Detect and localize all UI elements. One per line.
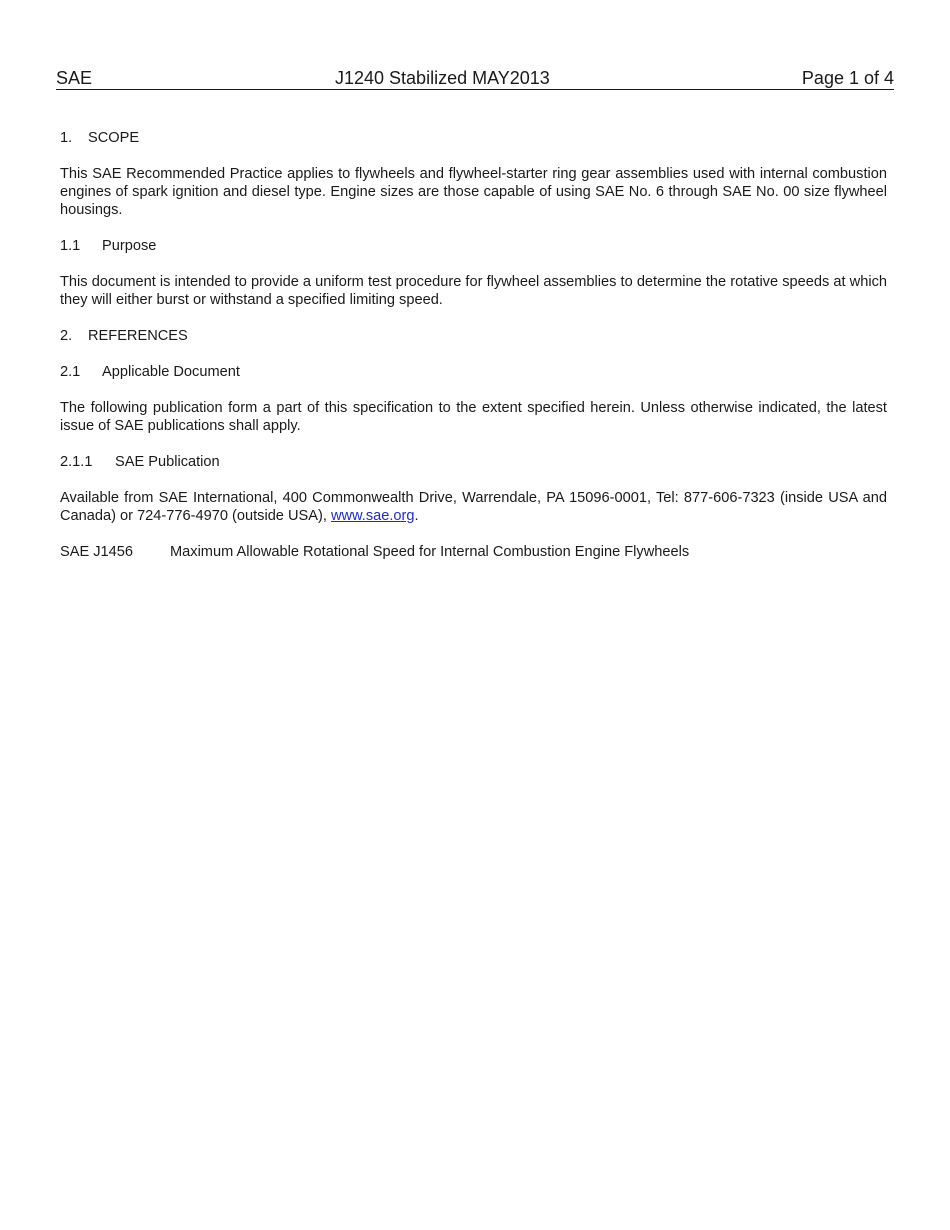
header-organization: SAE <box>56 68 93 88</box>
section-number: 1.1 <box>60 238 81 254</box>
section-heading-sae-publication <box>60 453 887 471</box>
reference-list-item <box>60 543 887 561</box>
section-heading-scope <box>60 129 887 147</box>
header-page-number: Page 1 of 4 <box>801 68 894 88</box>
section-title: REFERENCES <box>88 328 188 344</box>
section-title: SAE Publication <box>115 454 220 470</box>
section-heading-references <box>60 327 887 345</box>
section-number: 1. <box>60 130 73 146</box>
reference-id: SAE J1456 <box>60 544 134 560</box>
availability-text-end: . <box>414 508 419 524</box>
section-number: 2.1 <box>60 364 81 380</box>
page-header <box>56 67 894 90</box>
section-heading-purpose <box>60 237 887 255</box>
reference-title: Maximum Allowable Rotational Speed for Internal Combustion Engine Flywheels <box>170 544 690 560</box>
purpose-paragraph: This document is intended to provide a uniform test procedure for flywheel assemblies to determine the rotative speeds at which they will either burst or withstand a specified limiting speed. <box>60 274 887 308</box>
applicable-document-paragraph: The following publication form a part of this specification to the extent specified herein. Unless otherwise indicated, the latest issue of SAE publications shall apply. <box>60 400 887 434</box>
header-document-id: J1240 Stabilized MAY2013 <box>335 68 550 88</box>
scope-paragraph: This SAE Recommended Practice applies to flywheels and flywheel-starter ring gear assemblies used with internal combustion engines of spark ignition and diesel type. Engine sizes are those capable of using SAE No. 6 through SAE No. 00 size flywheel housings. <box>60 166 887 218</box>
section-title: Applicable Document <box>102 364 240 380</box>
sae-website-link[interactable]: www.sae.org <box>330 508 415 524</box>
section-number: 2.1.1 <box>60 454 93 470</box>
section-title: SCOPE <box>88 130 140 146</box>
section-title: Purpose <box>102 238 157 254</box>
document-body <box>60 129 887 561</box>
sae-publication-paragraph <box>60 489 887 525</box>
availability-text: Available from SAE International, 400 Commonwealth Drive, Warrendale, PA 15096-0001, Tel: 877-606-7323 (inside USA and Canada) or 724-776-4970 (outside USA), <box>60 490 887 524</box>
section-heading-applicable-document <box>60 363 887 381</box>
section-number: 2. <box>60 328 73 344</box>
